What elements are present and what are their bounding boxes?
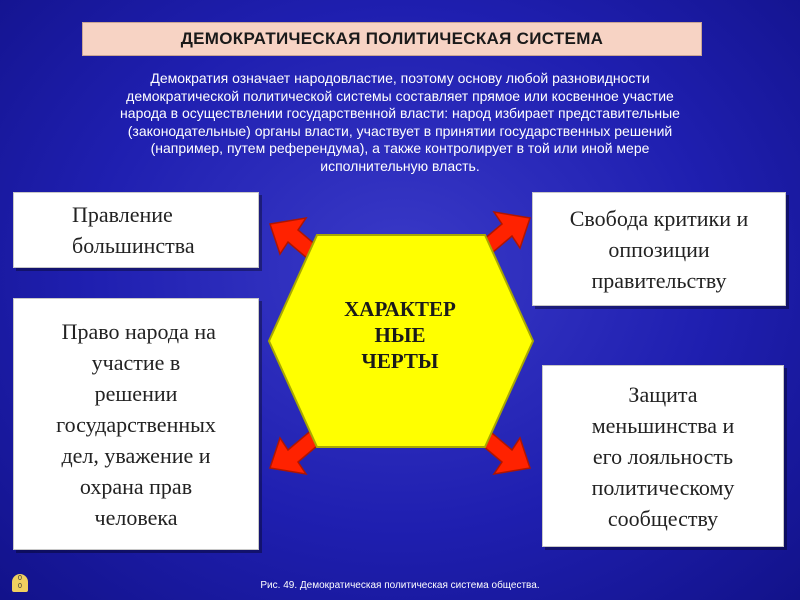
intro-line: народа в осуществлении государственной власти: народ избирает представительные: [120, 105, 680, 121]
feature-box-freedom-criticism: [532, 192, 786, 306]
feature-line: политическому: [591, 474, 735, 500]
intro-line: Демократия означает народовластие, поэтому основу любой разновидности: [150, 70, 650, 86]
feature-line: дел, уважение и: [61, 442, 211, 468]
title-text: ДЕМОКРАТИЧЕСКАЯ ПОЛИТИЧЕСКАЯ СИСТЕМА: [180, 29, 604, 48]
intro-line: демократической политической системы составляет прямое или косвенное участие: [126, 87, 674, 104]
feature-line: сообществу: [607, 505, 719, 531]
feature-line: меньшинства и: [591, 412, 735, 438]
badge-line: 0: [18, 575, 22, 582]
center-label: [300, 296, 500, 374]
center-label-line: ЧЕРТЫ: [361, 349, 439, 373]
intro-paragraph: [30, 70, 770, 175]
feature-line: оппозиции: [608, 236, 710, 262]
feature-line: человека: [94, 504, 178, 530]
feature-line: Защита: [628, 381, 698, 407]
feature-line: большинства: [72, 233, 195, 258]
intro-line: исполнительную власть.: [320, 157, 480, 174]
figure-caption: Рис. 49. Демократическая политическая система общества.: [260, 580, 540, 591]
feature-line: Свобода критики и: [569, 205, 749, 231]
feature-box-majority-rule: [13, 192, 259, 268]
feature-line: участие в: [91, 349, 181, 375]
feature-line: его лояльность: [592, 443, 734, 469]
feature-line: решении: [94, 380, 178, 406]
center-label-line: ХАРАКТЕР: [344, 297, 456, 321]
feature-line: Право народа на: [56, 318, 216, 344]
feature-line: государственных: [56, 411, 216, 437]
intro-line: (например, путем референдума), а также контролирует в той или иной мере: [150, 140, 650, 156]
feature-line: охрана прав: [79, 473, 193, 499]
feature-line: Правление: [72, 202, 173, 227]
feature-box-people-participation: [13, 298, 259, 550]
badge-line: 0: [18, 583, 22, 590]
center-label-line: НЫЕ: [374, 323, 426, 347]
title-banner: [82, 22, 702, 56]
intro-line: (законодательные) органы власти, участвует в принятии государственных решений: [127, 122, 673, 139]
feature-line: правительству: [591, 267, 727, 293]
feature-box-minority-protection: [542, 365, 784, 547]
